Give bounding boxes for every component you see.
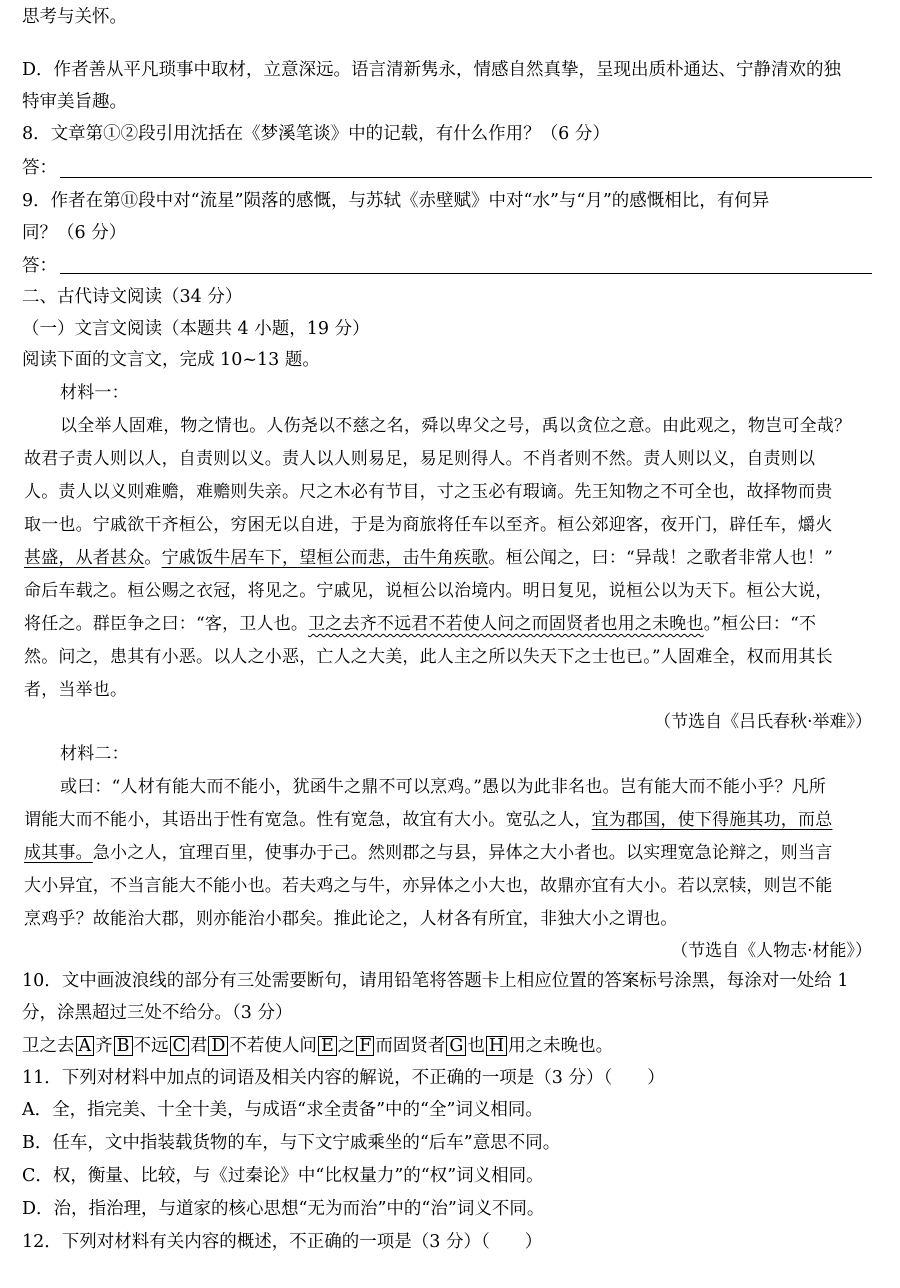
option-box-b[interactable]: B bbox=[114, 1036, 133, 1056]
question-9-cont: 同？（6 分） bbox=[22, 223, 127, 243]
material-2-line: 或曰：“人材有能大而不能小，犹函牛之鼎不可以烹鸡。”愚以为此非名也。岂有能大而不能小乎？凡所 bbox=[60, 777, 827, 797]
option-box-c[interactable]: C bbox=[170, 1036, 189, 1056]
material-1-line bbox=[24, 545, 833, 571]
material-1-line: 人。责人以义则难赡，难赡则失亲。尺之木必有节目，寸之玉必有瑕谪。先王知物之不可全也，故择物而贵 bbox=[24, 482, 833, 502]
question-12: 12．下列对材料有关内容的概述，不正确的一项是（3 分）（ ） bbox=[22, 1232, 543, 1252]
segment: 也 bbox=[467, 1036, 485, 1056]
material-1-line: 取一也。宁戚欲干齐桓公，穷困无以自进，于是为商旅将任车以至齐。桓公郊迎客，夜开门，辟任车，爝火 bbox=[24, 515, 833, 535]
material-2-source: （节选自《人物志·材能》） bbox=[671, 941, 872, 961]
answer-label-9: 答： bbox=[22, 256, 57, 276]
question-10-cont: 分，涂黑超过三处不给分。（3 分） bbox=[22, 1003, 293, 1023]
question-11-option-b: B．任车，文中指装载货物的车，与下文宁戚乘坐的“后车”意思不同。 bbox=[22, 1133, 561, 1153]
segment: 而固贤者 bbox=[375, 1036, 446, 1056]
text-span: 谓能大而不能小，其语出于性有宽急。性有宽急，故宜有大小。宽弘之人， bbox=[24, 810, 592, 830]
material-2-line: 大小异宜，不当言能大不能小也。若夫鸡之与牛，亦异体之小大也，故鼎亦宜有大小。若以烹犊，则岂不能 bbox=[24, 876, 833, 896]
question-11-option-a: A．全，指完美、十全十美，与成语“求全责备”中的“全”词义相同。 bbox=[22, 1100, 543, 1120]
wavy-underlined-text: 卫之去齐不远君不若使人问之而固贤者也用之未晚也 bbox=[308, 614, 704, 634]
answer-label-8: 答： bbox=[22, 158, 57, 178]
instruction: 阅读下面的文言文，完成 10~13 题。 bbox=[22, 350, 320, 370]
sentence-break-row bbox=[22, 1033, 613, 1059]
option-box-f[interactable]: F bbox=[356, 1036, 374, 1056]
material-1-line bbox=[24, 611, 816, 637]
segment: 之 bbox=[337, 1036, 356, 1056]
material-2-line bbox=[24, 807, 832, 833]
text-span: 。”桓公曰：“不 bbox=[703, 614, 817, 634]
material-2-line: 烹鸡乎？故能治大郡，则亦能治小郡矣。推此论之，人材各有所宜，非独大小之谓也。 bbox=[24, 909, 678, 929]
question-10: 10．文中画波浪线的部分有三处需要断句，请用铅笔将答题卡上相应位置的答案标号涂黑，每涂对一处给 1 bbox=[22, 971, 849, 991]
option-d-line-cont: 特审美旨趣。 bbox=[22, 92, 127, 112]
section-title: 二、古代诗文阅读（34 分） bbox=[22, 287, 243, 307]
material-1-line: 故君子责人则以人，自责则以义。责人以人则易足，易足则得人。不肖者则不然。责人则以义，自责则以 bbox=[24, 449, 816, 469]
option-box-e[interactable]: E bbox=[318, 1036, 337, 1056]
option-box-d[interactable]: D bbox=[208, 1036, 228, 1056]
option-d-line: D．作者善从平凡琐事中取材，立意深远。语言清新隽永，情感自然真挚，呈现出质朴通达、宁静清欢的独 bbox=[22, 60, 842, 80]
underlined-text: 宁戚饭牛居车下，望桓公而悲，击牛角疾歌 bbox=[161, 548, 489, 568]
segment: 用之未晚也。 bbox=[508, 1036, 614, 1056]
material-1-source: （节选自《吕氏春秋·举难》） bbox=[654, 712, 872, 732]
segment: 齐 bbox=[95, 1036, 113, 1056]
option-box-a[interactable]: A bbox=[76, 1036, 95, 1056]
text-span: 将任之。群臣争之曰：“客，卫人也。 bbox=[24, 614, 309, 634]
underlined-text: 成其事。 bbox=[24, 843, 93, 863]
material-2-line bbox=[24, 840, 832, 866]
answer-line-9[interactable] bbox=[60, 273, 872, 274]
answer-line-8[interactable] bbox=[60, 177, 872, 178]
question-9: 9．作者在第⑪段中对“流星”陨落的感慨，与苏轼《赤壁赋》中对“水”与“月”的感慨相比，有何异 bbox=[22, 191, 770, 211]
material-1-label: 材料一： bbox=[60, 383, 129, 403]
material-2-label: 材料二： bbox=[60, 744, 129, 764]
segment: 不远 bbox=[133, 1036, 169, 1056]
option-box-h[interactable]: H bbox=[486, 1036, 507, 1056]
text-span: 急小之人，宜理百里，使事办于己。然则郡之与县，异体之大小者也。以实理宽急论辩之，则当言 bbox=[92, 843, 833, 863]
question-11-option-d: D．治，指治理，与道家的核心思想“无为而治”中的“治”词义不同。 bbox=[22, 1199, 545, 1219]
option-box-g[interactable]: G bbox=[446, 1036, 466, 1056]
segment: 君 bbox=[189, 1036, 208, 1056]
question-8: 8．文章第①②段引用沈括在《梦溪笔谈》中的记载，有什么作用？（6 分） bbox=[22, 124, 610, 144]
question-11-option-c: C．权，衡量、比较，与《过秦论》中“比权量力”的“权”词义相同。 bbox=[22, 1166, 544, 1186]
material-1-line: 以全举人固难，物之情也。人伤尧以不慈之名，舜以卑父之号，禹以贪位之意。由此观之，物岂可全哉？ bbox=[60, 416, 852, 436]
text-span: 。 bbox=[144, 548, 162, 568]
text-span: 。桓公闻之，曰：“异哉！之歌者非常人也！” bbox=[488, 548, 834, 568]
segment: 不若使人问 bbox=[229, 1036, 317, 1056]
material-1-line: 者，当举也。 bbox=[24, 680, 128, 700]
underlined-text: 宜为郡国，使下得施其功，而总 bbox=[591, 810, 833, 830]
underlined-text: 甚盛，从者甚众 bbox=[24, 548, 145, 568]
question-11: 11．下列对材料中加点的词语及相关内容的解说，不正确的一项是（3 分）（ ） bbox=[22, 1068, 665, 1088]
material-1-line: 命后车载之。桓公赐之衣冠，将见之。宁戚见，说桓公以治境内。明日复见，说桓公以为天下。桓公大说， bbox=[24, 581, 833, 601]
text-line: 思考与关怀。 bbox=[22, 7, 127, 27]
segment: 卫之去 bbox=[22, 1036, 75, 1056]
material-1-line: 然。问之，患其有小恶。以人之小恶，亡人之大美，此人主之所以失天下之士也已。”人固难全，权而用其长 bbox=[24, 647, 833, 667]
subsection-title: （一）文言文阅读（本题共 4 小题，19 分） bbox=[22, 319, 370, 339]
